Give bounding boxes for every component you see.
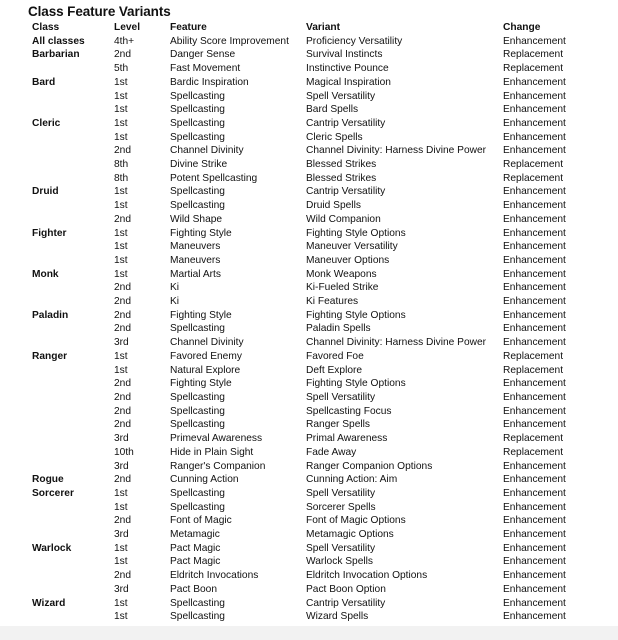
- cell-change: Enhancement: [503, 282, 566, 294]
- cell-level: 1st: [114, 131, 128, 143]
- cell-variant: Fighting Style Options: [306, 378, 406, 390]
- cell-variant: Magical Inspiration: [306, 76, 391, 88]
- table-row: [32, 62, 592, 76]
- cell-feature: Spellcasting: [170, 501, 225, 513]
- cell-variant: Wizard Spells: [306, 611, 369, 623]
- cell-change: Enhancement: [503, 570, 566, 582]
- cell-feature: Maneuvers: [170, 241, 221, 253]
- cell-change: Enhancement: [503, 529, 566, 541]
- cell-class: [32, 528, 114, 542]
- cell-change: Enhancement: [503, 117, 566, 129]
- cell-class: [32, 213, 114, 227]
- table-body: [32, 35, 592, 624]
- cell-level: 1st: [114, 117, 128, 129]
- table-row: [32, 405, 592, 419]
- cell-level: 1st: [114, 268, 128, 280]
- cell-level: 1st: [114, 487, 128, 499]
- cell-variant: Blessed Strikes: [306, 172, 377, 184]
- cell-change: Enhancement: [503, 597, 566, 609]
- cell-level: 1st: [114, 350, 128, 362]
- cell-variant: Font of Magic Options: [306, 515, 406, 527]
- cell-variant: Spell Versatility: [306, 487, 376, 499]
- cell-level: 1st: [114, 611, 128, 623]
- cell-variant: Ranger Companion Options: [306, 460, 433, 472]
- cell-feature: Channel Divinity: [170, 337, 244, 349]
- cell-feature: Spellcasting: [170, 323, 225, 335]
- cell-change: Enhancement: [503, 254, 566, 266]
- cell-variant: Sorcerer Spells: [306, 501, 376, 513]
- header-level: Level: [114, 22, 141, 33]
- cell-change: Enhancement: [503, 323, 566, 335]
- cell-feature: Pact Boon: [170, 583, 218, 595]
- cell-class: Paladin: [32, 309, 69, 321]
- cell-variant: Cantrip Versatility: [306, 186, 386, 198]
- cell-change: Enhancement: [503, 542, 566, 554]
- cell-variant: Maneuver Options: [306, 254, 390, 266]
- bottom-bar: [0, 626, 618, 640]
- cell-class: [32, 254, 114, 268]
- table-row: [32, 501, 592, 515]
- cell-variant: Cantrip Versatility: [306, 117, 386, 129]
- cell-class: [32, 172, 114, 186]
- cell-change: Replacement: [503, 350, 564, 362]
- cell-class: [32, 336, 114, 350]
- cell-feature: Spellcasting: [170, 487, 225, 499]
- cell-change: Enhancement: [503, 213, 566, 225]
- table-row: [32, 473, 592, 487]
- cell-level: 8th: [114, 159, 129, 171]
- cell-feature: Ability Score Improvement: [170, 35, 289, 47]
- cell-feature: Wild Shape: [170, 213, 223, 225]
- table-row: [32, 131, 592, 145]
- cell-variant: Favored Foe: [306, 350, 364, 362]
- table-row: [32, 597, 592, 611]
- cell-variant: Ki Features: [306, 296, 359, 308]
- cell-variant: Cantrip Versatility: [306, 597, 386, 609]
- header-feature: Feature: [170, 22, 207, 33]
- cell-change: Enhancement: [503, 501, 566, 513]
- cell-feature: Spellcasting: [170, 131, 225, 143]
- cell-feature: Fighting Style: [170, 227, 232, 239]
- cell-class: [32, 364, 114, 378]
- table-row: [32, 48, 592, 62]
- cell-variant: Maneuver Versatility: [306, 241, 398, 253]
- table-row: [32, 432, 592, 446]
- cell-level: 2nd: [114, 309, 131, 321]
- cell-class: [32, 460, 114, 474]
- cell-class: Rogue: [32, 474, 64, 486]
- cell-feature: Fast Movement: [170, 63, 241, 75]
- cell-class: [32, 377, 114, 391]
- table-row: [32, 35, 592, 49]
- table-row: [32, 90, 592, 104]
- cell-change: Enhancement: [503, 337, 566, 349]
- table-row: [32, 172, 592, 186]
- table-row: [32, 199, 592, 213]
- cell-feature: Spellcasting: [170, 391, 225, 403]
- table-row: [32, 418, 592, 432]
- cell-level: 1st: [114, 200, 128, 212]
- cell-change: Enhancement: [503, 76, 566, 88]
- cell-change: Enhancement: [503, 131, 566, 143]
- cell-class: [32, 240, 114, 254]
- table-row: [32, 268, 592, 282]
- cell-class: Bard: [32, 76, 56, 88]
- cell-class: [32, 583, 114, 597]
- table-row: [32, 281, 592, 295]
- cell-class: [32, 555, 114, 569]
- cell-feature: Ki: [170, 282, 180, 294]
- cell-change: Replacement: [503, 172, 564, 184]
- page-title: Class Feature Variants: [28, 4, 171, 19]
- cell-feature: Ki: [170, 296, 180, 308]
- cell-feature: Bardic Inspiration: [170, 76, 249, 88]
- cell-class: [32, 62, 114, 76]
- cell-class: [32, 131, 114, 145]
- cell-level: 2nd: [114, 145, 131, 157]
- cell-feature: Primeval Awareness: [170, 433, 263, 445]
- cell-variant: Survival Instincts: [306, 49, 383, 61]
- cell-level: 2nd: [114, 378, 131, 390]
- cell-level: 3rd: [114, 433, 129, 445]
- cell-variant: Instinctive Pounce: [306, 63, 389, 75]
- cell-feature: Spellcasting: [170, 611, 225, 623]
- cell-feature: Fighting Style: [170, 378, 232, 390]
- cell-change: Enhancement: [503, 90, 566, 102]
- cell-level: 1st: [114, 542, 128, 554]
- cell-level: 1st: [114, 501, 128, 513]
- cell-level: 1st: [114, 597, 128, 609]
- cell-change: Enhancement: [503, 309, 566, 321]
- cell-level: 3rd: [114, 337, 129, 349]
- cell-level: 1st: [114, 241, 128, 253]
- cell-level: 1st: [114, 104, 128, 116]
- cell-variant: Druid Spells: [306, 200, 361, 212]
- cell-change: Enhancement: [503, 474, 566, 486]
- table-row: [32, 117, 592, 131]
- cell-change: Enhancement: [503, 611, 566, 623]
- header-change: Change: [503, 22, 541, 33]
- cell-feature: Spellcasting: [170, 405, 225, 417]
- cell-feature: Spellcasting: [170, 117, 225, 129]
- table-row: [32, 569, 592, 583]
- cell-change: Replacement: [503, 63, 564, 75]
- cell-level: 5th: [114, 63, 129, 75]
- cell-variant: Proficiency Versatility: [306, 35, 403, 47]
- cell-variant: Ranger Spells: [306, 419, 370, 431]
- cell-variant: Blessed Strikes: [306, 159, 377, 171]
- cell-feature: Spellcasting: [170, 104, 225, 116]
- cell-variant: Spellcasting Focus: [306, 405, 392, 417]
- table-header-row: [32, 21, 592, 35]
- table-row: [32, 514, 592, 528]
- table-row: [32, 336, 592, 350]
- table-row: [32, 295, 592, 309]
- cell-class: [32, 569, 114, 583]
- cell-level: 2nd: [114, 323, 131, 335]
- table-row: [32, 309, 592, 323]
- cell-class: [32, 610, 114, 624]
- cell-variant: Paladin Spells: [306, 323, 371, 335]
- cell-level: 1st: [114, 76, 128, 88]
- cell-level: 2nd: [114, 282, 131, 294]
- cell-level: 10th: [114, 446, 134, 458]
- cell-class: [32, 514, 114, 528]
- table-row: [32, 350, 592, 364]
- cell-variant: Spell Versatility: [306, 391, 376, 403]
- cell-variant: Bard Spells: [306, 104, 359, 116]
- cell-feature: Ranger's Companion: [170, 460, 266, 472]
- cell-level: 3rd: [114, 583, 129, 595]
- cell-class: [32, 144, 114, 158]
- cell-class: Monk: [32, 268, 59, 280]
- cell-change: Enhancement: [503, 378, 566, 390]
- cell-feature: Spellcasting: [170, 419, 225, 431]
- cell-variant: Channel Divinity: Harness Divine Power: [306, 145, 487, 157]
- table-row: [32, 185, 592, 199]
- cell-change: Enhancement: [503, 296, 566, 308]
- table-row: [32, 391, 592, 405]
- cell-change: Enhancement: [503, 419, 566, 431]
- cell-variant: Deft Explore: [306, 364, 363, 376]
- cell-variant: Cleric Spells: [306, 131, 363, 143]
- cell-variant: Cunning Action: Aim: [306, 474, 398, 486]
- cell-level: 4th+: [114, 35, 135, 47]
- cell-feature: Cunning Action: [170, 474, 239, 486]
- table-row: [32, 364, 592, 378]
- cell-class: [32, 501, 114, 515]
- cell-level: 2nd: [114, 391, 131, 403]
- cell-class: [32, 446, 114, 460]
- cell-class: Druid: [32, 186, 59, 198]
- cell-feature: Danger Sense: [170, 49, 236, 61]
- cell-level: 1st: [114, 186, 128, 198]
- cell-change: Enhancement: [503, 487, 566, 499]
- cell-feature: Spellcasting: [170, 200, 225, 212]
- cell-variant: Fade Away: [306, 446, 357, 458]
- cell-change: Enhancement: [503, 405, 566, 417]
- cell-feature: Fighting Style: [170, 309, 232, 321]
- table-row: [32, 213, 592, 227]
- table-row: [32, 144, 592, 158]
- cell-class: Warlock: [32, 542, 72, 554]
- table-row: [32, 528, 592, 542]
- cell-level: 1st: [114, 364, 128, 376]
- table-row: [32, 76, 592, 90]
- cell-change: Replacement: [503, 49, 564, 61]
- cell-class: Cleric: [32, 117, 61, 129]
- cell-change: Enhancement: [503, 227, 566, 239]
- cell-class: [32, 158, 114, 172]
- cell-class: [32, 405, 114, 419]
- cell-variant: Fighting Style Options: [306, 309, 406, 321]
- cell-feature: Natural Explore: [170, 364, 241, 376]
- cell-variant: Pact Boon Option: [306, 583, 386, 595]
- cell-feature: Spellcasting: [170, 186, 225, 198]
- cell-variant: Ki-Fueled Strike: [306, 282, 379, 294]
- table-row: [32, 487, 592, 501]
- cell-change: Enhancement: [503, 35, 566, 47]
- table-row: [32, 240, 592, 254]
- cell-level: 8th: [114, 172, 129, 184]
- cell-level: 2nd: [114, 515, 131, 527]
- table-row: [32, 583, 592, 597]
- cell-class: [32, 322, 114, 336]
- table-row: [32, 227, 592, 241]
- cell-feature: Metamagic: [170, 529, 220, 541]
- cell-feature: Divine Strike: [170, 159, 228, 171]
- cell-variant: Metamagic Options: [306, 529, 394, 541]
- cell-variant: Spell Versatility: [306, 90, 376, 102]
- cell-change: Replacement: [503, 433, 564, 445]
- cell-class: Fighter: [32, 227, 67, 239]
- cell-change: Enhancement: [503, 583, 566, 595]
- cell-level: 2nd: [114, 570, 131, 582]
- cell-level: 1st: [114, 556, 128, 568]
- cell-class: Wizard: [32, 597, 66, 609]
- cell-level: 2nd: [114, 213, 131, 225]
- cell-class: [32, 418, 114, 432]
- cell-level: 2nd: [114, 49, 131, 61]
- table-row: [32, 610, 592, 624]
- cell-level: 2nd: [114, 405, 131, 417]
- cell-change: Enhancement: [503, 104, 566, 116]
- cell-class: Barbarian: [32, 49, 80, 61]
- cell-class: [32, 103, 114, 117]
- cell-change: Enhancement: [503, 200, 566, 212]
- cell-change: Replacement: [503, 446, 564, 458]
- table-row: [32, 254, 592, 268]
- cell-change: Replacement: [503, 364, 564, 376]
- cell-class: Ranger: [32, 350, 68, 362]
- cell-feature: Maneuvers: [170, 254, 221, 266]
- cell-level: 1st: [114, 254, 128, 266]
- cell-level: 2nd: [114, 474, 131, 486]
- header-variant: Variant: [306, 22, 340, 33]
- cell-class: [32, 432, 114, 446]
- cell-level: 1st: [114, 90, 128, 102]
- table-row: [32, 322, 592, 336]
- cell-variant: Channel Divinity: Harness Divine Power: [306, 337, 487, 349]
- cell-variant: Spell Versatility: [306, 542, 376, 554]
- cell-class: [32, 281, 114, 295]
- table-row: [32, 377, 592, 391]
- cell-variant: Fighting Style Options: [306, 227, 406, 239]
- header-class: Class: [32, 22, 60, 33]
- cell-feature: Font of Magic: [170, 515, 232, 527]
- cell-variant: Warlock Spells: [306, 556, 373, 568]
- cell-change: Enhancement: [503, 460, 566, 472]
- table-row: [32, 555, 592, 569]
- cell-feature: Hide in Plain Sight: [170, 446, 254, 458]
- cell-feature: Spellcasting: [170, 597, 225, 609]
- cell-change: Enhancement: [503, 391, 566, 403]
- cell-change: Enhancement: [503, 241, 566, 253]
- cell-change: Enhancement: [503, 268, 566, 280]
- cell-class: All classes: [32, 35, 85, 47]
- cell-level: 2nd: [114, 419, 131, 431]
- table-row: [32, 158, 592, 172]
- table-row: [32, 542, 592, 556]
- cell-feature: Pact Magic: [170, 556, 221, 568]
- cell-class: [32, 90, 114, 104]
- cell-change: Replacement: [503, 159, 564, 171]
- cell-feature: Eldritch Invocations: [170, 570, 259, 582]
- cell-level: 1st: [114, 227, 128, 239]
- table-row: [32, 460, 592, 474]
- cell-feature: Spellcasting: [170, 90, 225, 102]
- cell-change: Enhancement: [503, 186, 566, 198]
- table-row: [32, 446, 592, 460]
- cell-level: 2nd: [114, 296, 131, 308]
- cell-feature: Martial Arts: [170, 268, 221, 280]
- cell-change: Enhancement: [503, 556, 566, 568]
- cell-feature: Potent Spellcasting: [170, 172, 258, 184]
- cell-variant: Monk Weapons: [306, 268, 377, 280]
- cell-variant: Wild Companion: [306, 213, 381, 225]
- class-feature-table: [32, 21, 592, 624]
- cell-class: Sorcerer: [32, 487, 74, 499]
- cell-feature: Favored Enemy: [170, 350, 242, 362]
- cell-variant: Eldritch Invocation Options: [306, 570, 428, 582]
- cell-feature: Channel Divinity: [170, 145, 244, 157]
- table-row: [32, 103, 592, 117]
- cell-class: [32, 295, 114, 309]
- cell-level: 3rd: [114, 529, 129, 541]
- cell-variant: Primal Awareness: [306, 433, 388, 445]
- cell-class: [32, 199, 114, 213]
- cell-feature: Pact Magic: [170, 542, 221, 554]
- cell-level: 3rd: [114, 460, 129, 472]
- cell-change: Enhancement: [503, 515, 566, 527]
- cell-change: Enhancement: [503, 145, 566, 157]
- cell-class: [32, 391, 114, 405]
